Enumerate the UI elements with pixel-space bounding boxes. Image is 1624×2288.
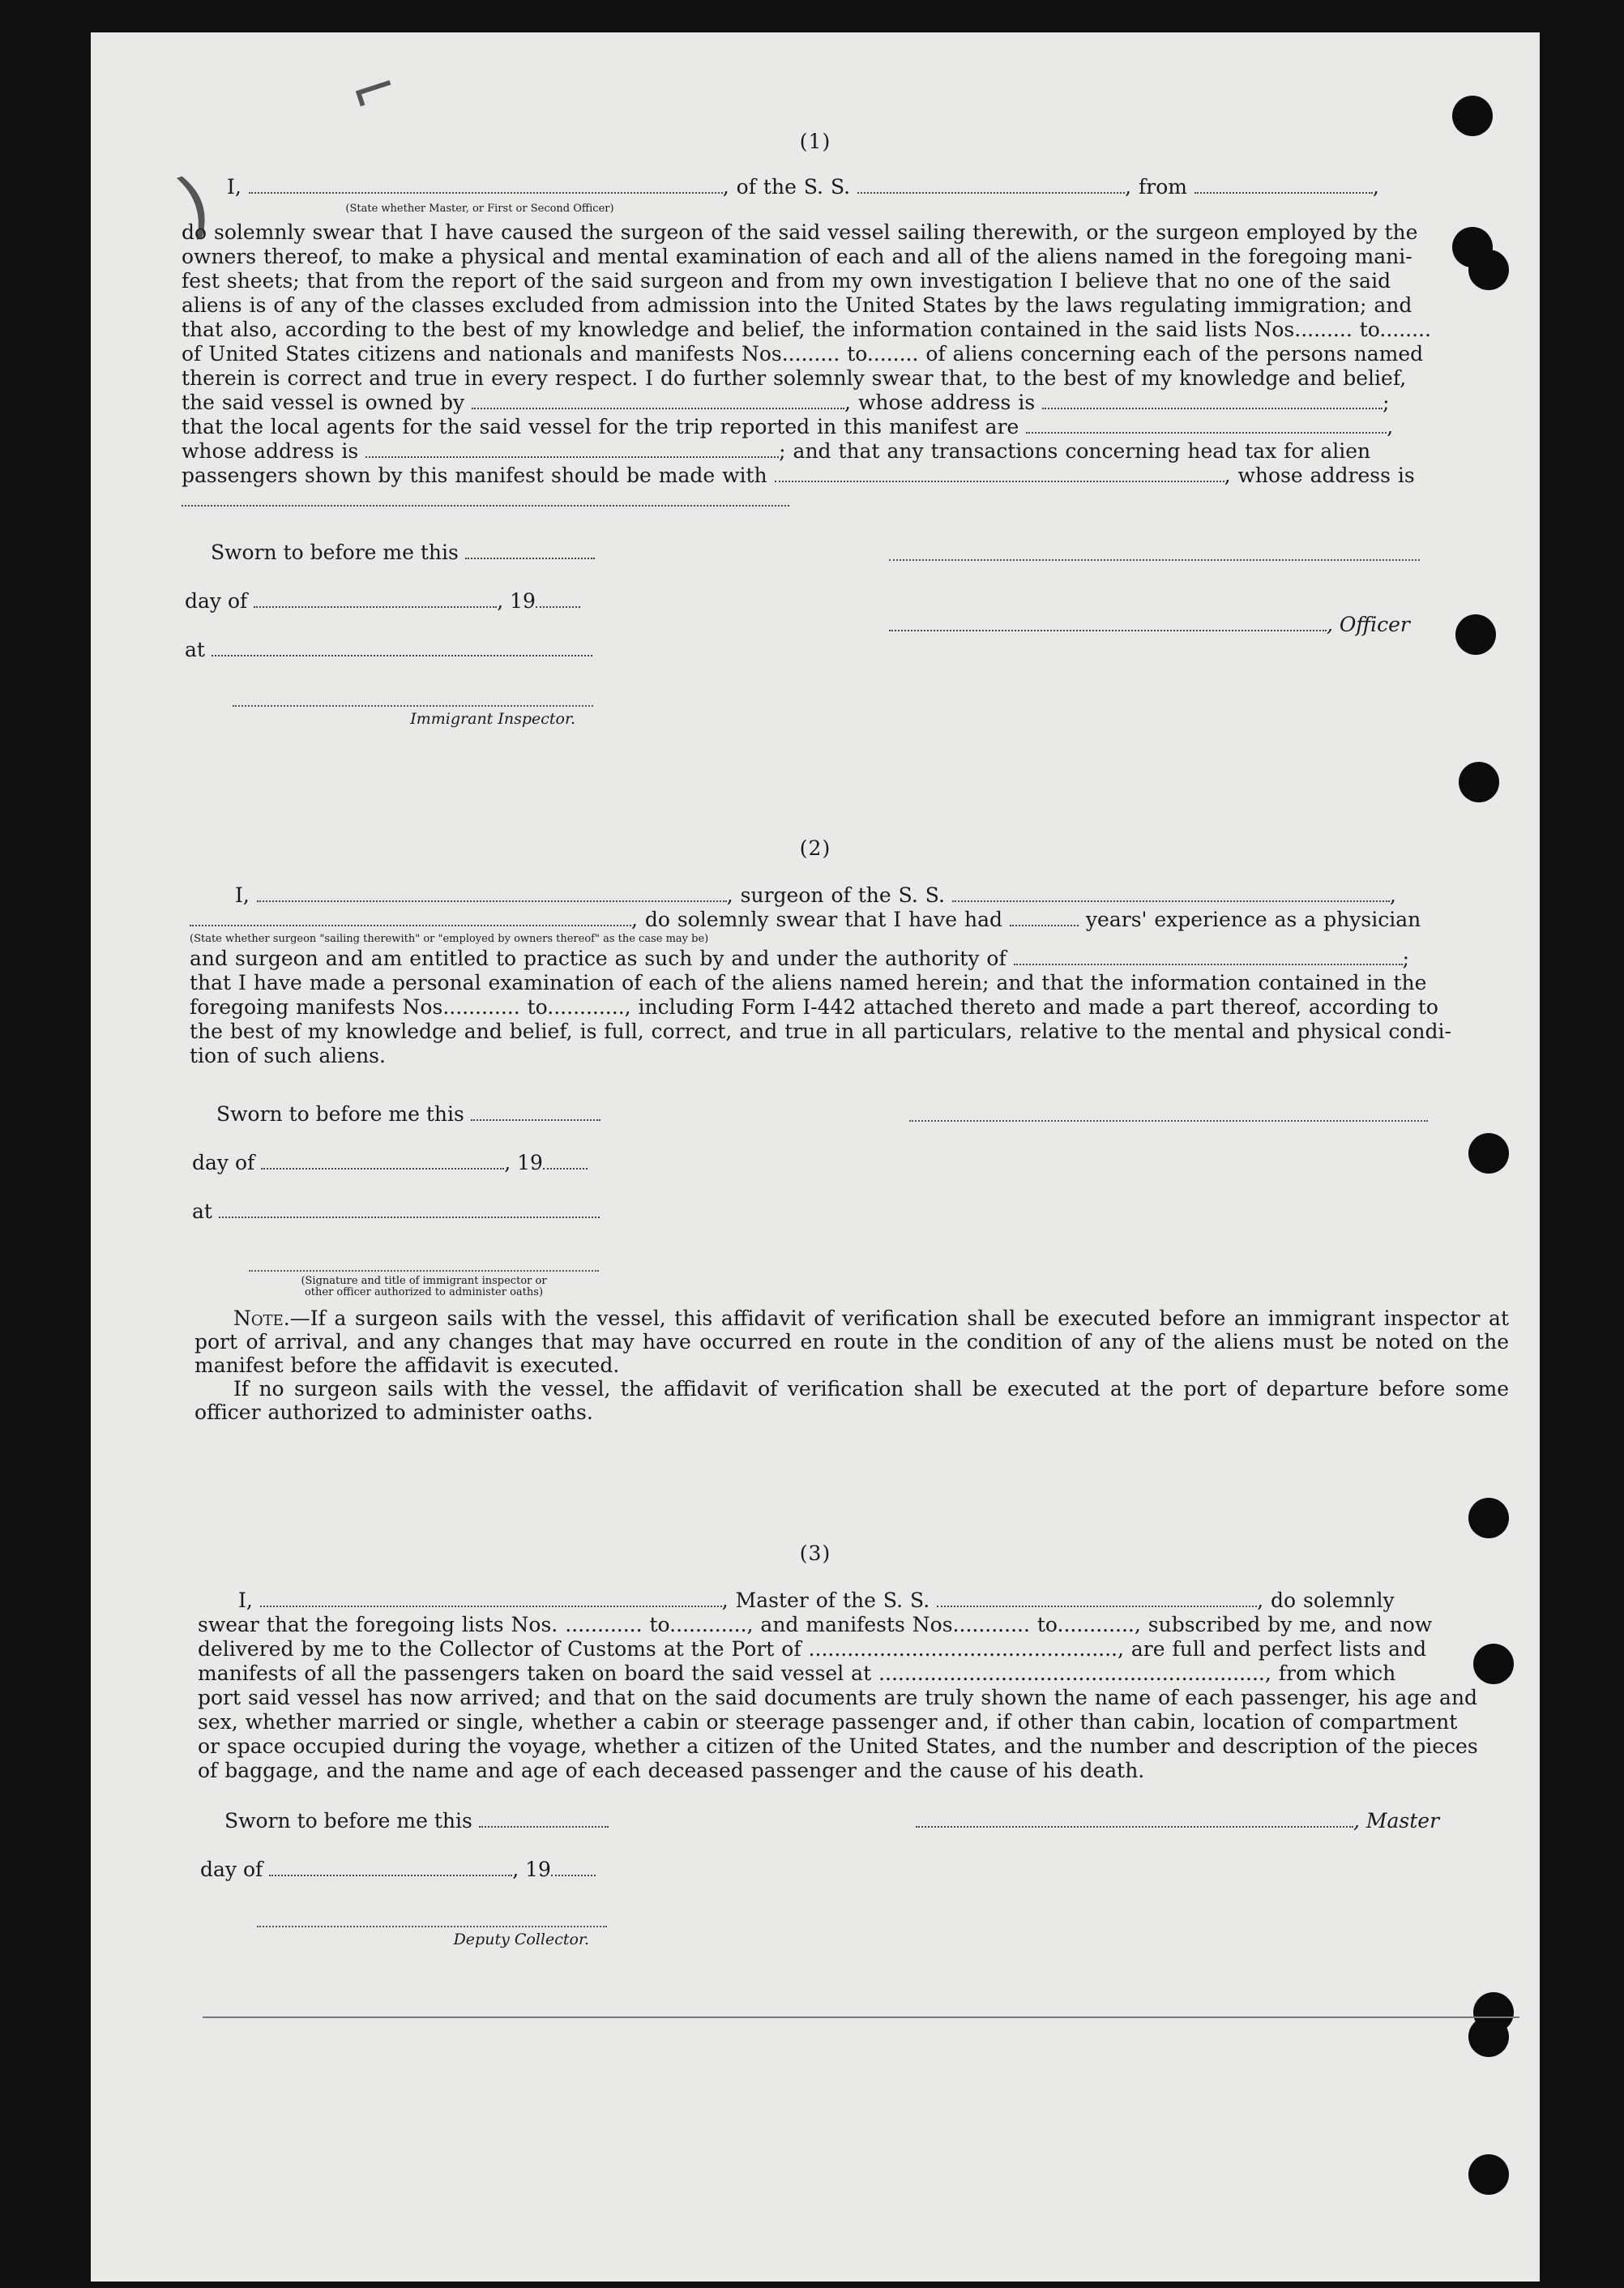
section-number-3: (3) [799, 1542, 831, 1565]
s3-collector-caption: Deputy Collector. [453, 1931, 589, 1948]
binder-hole [1459, 762, 1499, 802]
s3-body: swear that the foregoing lists Nos. ............ to............, and manifests Nos............ to............, subscribed by me, and now delivered by me to the Collector of Customs at the Port of ................................................, are full and perfect lists and manifests of all the passengers taken on board the said vessel at ............................................................, from which port said vessel has now arrived; and that on the said documents are truly shown the name of each passenger, his age and sex, whether married or single, whether a cabin or steerage passenger and, if other than cabin, location of compartment or space occupied during the voyage, whether a citizen of the United States, and the number and description of the pieces of baggage, and the name and age of each deceased passenger and the cause of his death. [198, 1613, 1478, 1782]
manifest-page [91, 32, 1540, 2282]
s1-officer-signature: , Officer [889, 613, 1410, 636]
section-number-1: (1) [799, 130, 831, 153]
s3-line1: I, , Master of the S. S. , do solemnly [238, 1589, 1395, 1612]
bottom-rule [203, 2016, 1519, 2018]
s1-line1: I, , of the S. S. , from , [227, 175, 1379, 199]
s2-line2: , do solemnly swear that I have had years' experience as a physician [190, 908, 1421, 932]
s1-inspector-caption: Immigrant Inspector. [410, 710, 575, 728]
s1-at: at [185, 638, 592, 661]
binder-hole [1455, 614, 1496, 655]
s2-body: and surgeon and am entitled to practice as such by and under the authority of ; that I have made a personal examination of each of the aliens named herein; and that the information contained in the foregoing manifests Nos............ to............, including Form I-442 attached thereto and made a part thereof, according to the best of my knowledge and belief, is full, correct, and true in all particulars, relative to the mental and physical condi- tion of such aliens. [190, 947, 1451, 1067]
section-number-2: (2) [799, 836, 831, 860]
s1-officer-hint: (State whether Master, or First or Second Officer) [345, 203, 614, 215]
pencil-mark: ⌐ [340, 50, 407, 130]
s2-at: at [192, 1200, 600, 1223]
s2-surgeon-hint: (State whether surgeon "sailing therewith" or "employed by owners thereof" as the case may be) [190, 933, 709, 945]
pencil-mark: ) [167, 160, 221, 250]
binder-hole [1468, 2016, 1509, 2057]
binder-hole [1468, 2154, 1509, 2195]
s2-sworn: Sworn to before me this [216, 1102, 600, 1126]
s2-day-of: day of , 19 [192, 1151, 588, 1174]
s1-day-of: day of , 19 [185, 589, 580, 613]
s1-sworn: Sworn to before me this [211, 541, 595, 564]
s3-day-of: day of , 19 [200, 1858, 596, 1881]
s3-master-signature: , Master [916, 1809, 1439, 1833]
s3-sworn: Sworn to before me this [224, 1809, 609, 1833]
binder-hole [1468, 1498, 1509, 1538]
binder-hole [1468, 1133, 1509, 1174]
s2-line1: I, , surgeon of the S. S. , [235, 883, 1396, 907]
s2-signature-caption: (Signature and title of immigrant inspector or other officer authorized to administer oaths) [301, 1275, 547, 1298]
s2-note: Note.—If a surgeon sails with the vessel, this affidavit of verification shall be executed before an immigrant inspector at port of arrival, and any changes that may have occurred en route in the condition of any of the aliens must be noted on the manifest before the affidavit is executed. If no surgeon sails with the vessel, the affidavit of verification shall be executed at the port of departure before some officer authorized to administer oaths. [194, 1307, 1509, 1424]
s1-body: do solemnly swear that I have caused the surgeon of the said vessel sailing therewith, or the surgeon employed by the owners thereof, to make a physical and mental examination of each and all of the aliens named in the foregoing mani- fest sheets; that from the report of the said surgeon and from my own investigation I believe that no one of the said aliens is of any of the classes excluded from admission into the United States by the laws regulating immigration; and that also, according to the best of my knowledge and belief, the information contained in the said lists Nos......... to........ of United States citizens and nationals and manifests Nos......... to........ of aliens concerning each of the persons named therein is correct and true in every respect. I do further solemnly swear that, to the best of my knowledge and belief, the said vessel is owned by , whose address is ; that the local agents for the said vessel for the trip reported in this manifest are , whose address is ; and that any transactions concerning head tax for alien passengers shown by this manifest should be made with , whose address is [182, 220, 1498, 512]
